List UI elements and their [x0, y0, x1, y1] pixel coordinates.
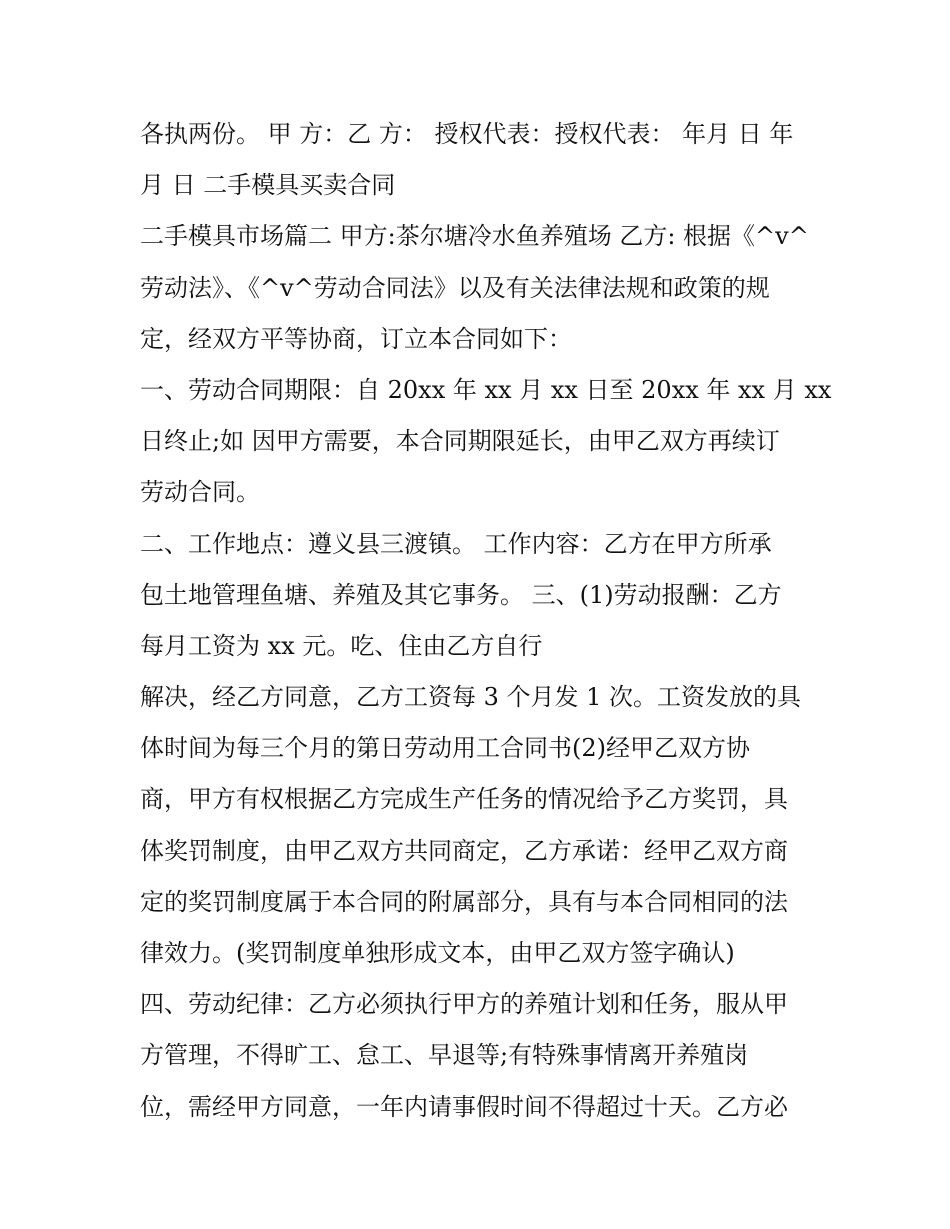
text-line: 月 日 二手模具买卖合同	[140, 171, 396, 200]
text-line: 定，经双方平等协商，订立本合同如下：	[140, 324, 572, 353]
text-line: 律效力。(奖罚制度单独形成文本，由甲乙双方签字确认)	[140, 939, 735, 967]
text-line: 四、劳动纪律：乙方必须执行甲方的养殖计划和任务，服从甲	[140, 990, 788, 1019]
text-line: 包土地管理鱼塘、养殖及其它事务。 三、(1)劳动报酬：乙方	[140, 580, 782, 609]
text-line: 体时间为每三个月的第日劳动用工合同书(2)经甲乙双方协	[140, 734, 750, 763]
text-line: 商，甲方有权根据乙方完成生产任务的情况给予乙方奖罚，具	[140, 785, 788, 814]
text-line: 体奖罚制度，由甲乙双方共同商定，乙方承诺：经甲乙双方商	[140, 836, 788, 865]
document-body	[140, 109, 832, 1133]
text-line: 劳动合同。	[140, 478, 260, 507]
text-line: 二手模具市场篇二 甲方:茶尔塘冷水鱼养殖场 乙方: 根据《^v^	[140, 222, 809, 251]
text-line: 解决，经乙方同意，乙方工资每 3 个月发 1 次。工资发放的具	[140, 683, 802, 712]
text-line: 二、工作地点：遵义县三渡镇。 工作内容：乙方在甲方所承	[140, 529, 772, 558]
text-line: 一、劳动合同期限：自 20xx 年 xx 月 xx 日至 20xx 年 xx 月 xx	[140, 375, 832, 404]
text-line: 劳动法》、《^v^劳动合同法》以及有关法律法规和政策的规	[140, 273, 770, 302]
text-line: 日终止;如 因甲方需要，本合同期限延长，由甲乙双方再续订	[140, 427, 780, 456]
text-line: 定的奖罚制度属于本合同的附属部分，具有与本合同相同的法	[140, 887, 788, 916]
text-line: 位，需经甲方同意，一年内请事假时间不得超过十天。乙方必	[140, 1092, 788, 1121]
text-line: 方管理，不得旷工、怠工、早退等;有特殊事情离开养殖岗	[140, 1041, 749, 1070]
text-line: 每月工资为 xx 元。吃、住由乙方自行	[140, 631, 543, 660]
text-line: 各执两份。 甲 方：乙 方： 授权代表：授权代表： 年月 日 年	[140, 120, 794, 148]
